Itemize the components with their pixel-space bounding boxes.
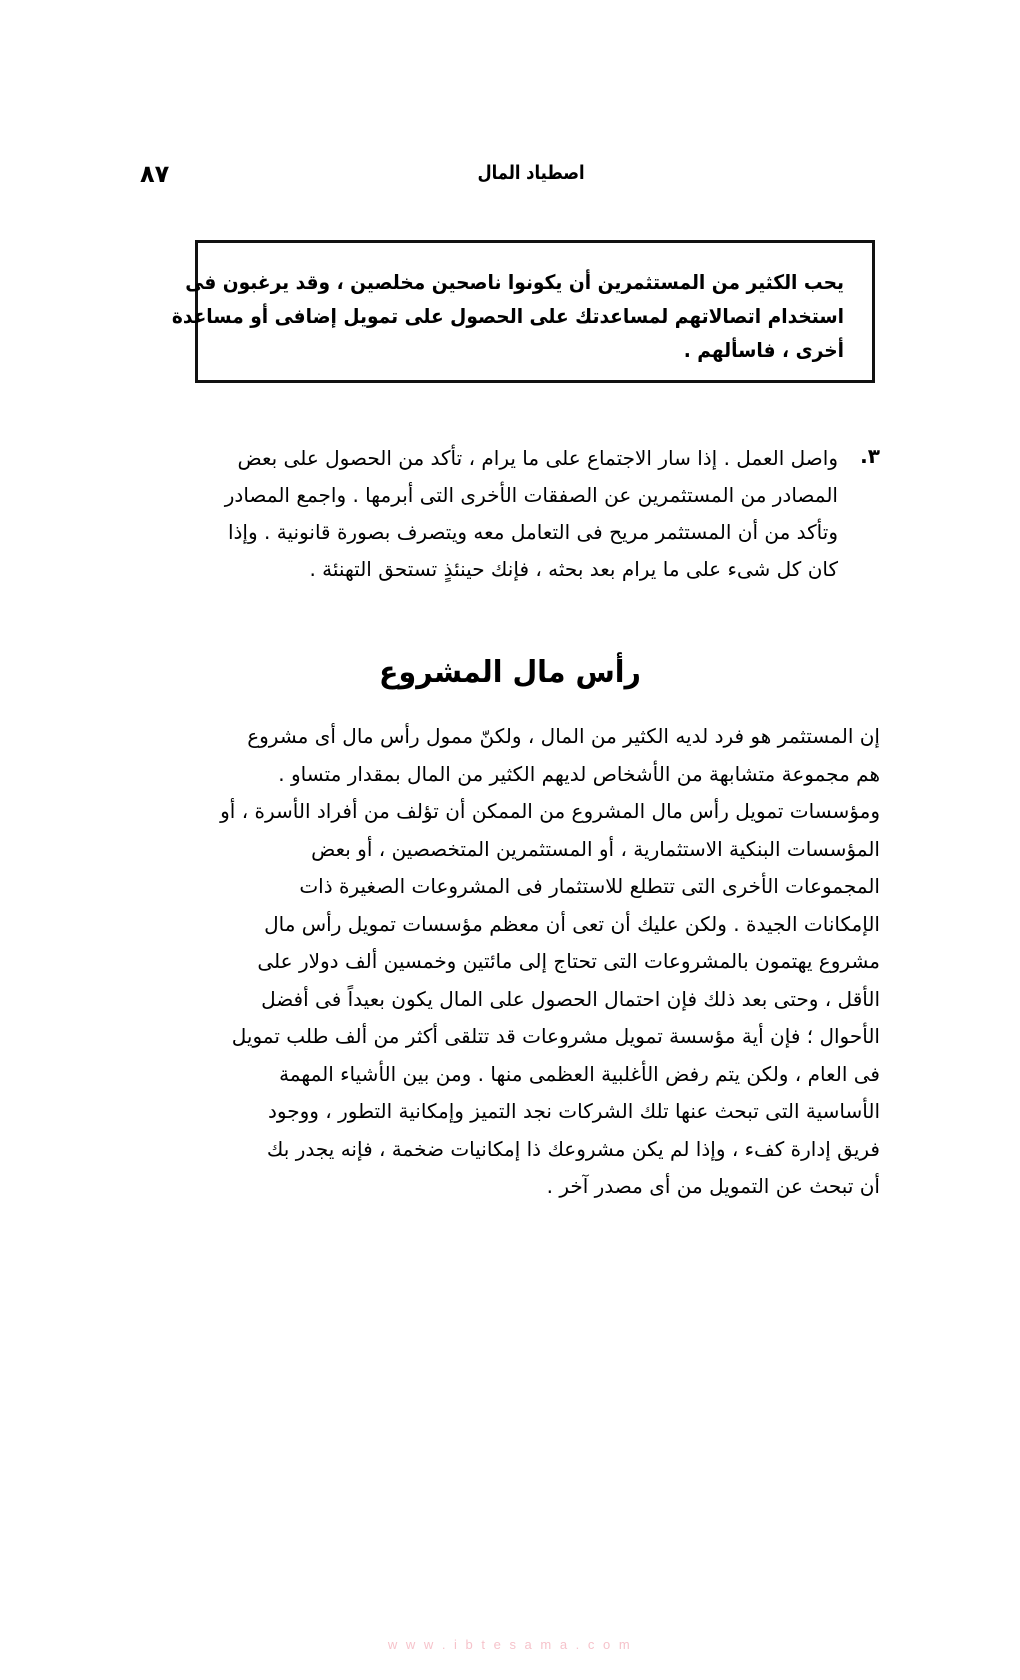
body-line: المؤسسات البنكية الاستثمارية ، أو المستثمرين المتخصصين ، أو بعض — [311, 836, 880, 861]
callout-line: أخرى ، فاسألهم . — [683, 338, 844, 362]
body-line: ومؤسسات تمويل رأس مال المشروع من الممكن أن تؤلف من أفراد الأسرة ، أو — [220, 799, 880, 823]
callout-line: يحب الكثير من المستثمرين أن يكونوا ناصحين مخلصين ، وقد يرغبون فى — [185, 270, 844, 294]
body-line: إن المستثمر هو فرد لديه الكثير من المال ، ولكنّ ممول رأس مال أى مشروع — [247, 724, 880, 748]
page-number: ٨٧ — [140, 160, 170, 188]
body-line: الأقل ، وحتى بعد ذلك فإن احتمال الحصول على المال يكون بعيداً فى أفضل — [261, 986, 880, 1011]
body-line: المجموعات الأخرى التى تتطلع للاستثمار فى المشروعات الصغيرة ذات — [299, 874, 880, 898]
running-head — [140, 162, 880, 196]
body-line: هم مجموعة متشابهة من الأشخاص لديهم الكثير من المال بمقدار متساو . — [278, 761, 880, 786]
body-line: الأساسية التى تبحث عنها تلك الشركات نجد التميز وإمكانية التطور ، ووجود — [268, 1099, 880, 1123]
body-line: مشروع يهتمون بالمشروعات التى تحتاج إلى مائتين وخمسين ألف دولار على — [257, 949, 880, 973]
numbered-list-item — [190, 440, 880, 588]
paragraph-line: كان كل شىء على ما يرام بعد بحثه ، فإنك حينئذٍ تستحق التهنئة . — [309, 557, 838, 581]
section-heading: رأس مال المشروع — [379, 655, 641, 690]
list-item-body — [190, 440, 838, 588]
list-item-marker: ٣. — [860, 444, 880, 468]
body-line: الأحوال ؛ فإن أية مؤسسة تمويل مشروعات قد تتلقى أكثر من ألف طلب تمويل — [231, 1024, 880, 1048]
body-paragraph — [190, 718, 880, 1206]
body-line: الإمكانات الجيدة . ولكن عليك أن تعى أن معظم مؤسسات تمويل رأس مال — [264, 911, 880, 936]
body-line: فى العام ، ولكن يتم رفض الأغلبية العظمى منها . ومن بين الأشياء المهمة — [279, 1061, 880, 1086]
book-title: اصطياد المال — [477, 162, 585, 184]
paragraph-line: واصل العمل . إذا سار الاجتماع على ما يرام ، تأكد من الحصول على بعض — [237, 446, 838, 470]
callout-box — [171, 240, 875, 383]
callout-line: استخدام اتصالاتهم لمساعدتك على الحصول على تمويل إضافى أو مساعدة — [171, 304, 844, 328]
body-line: أن تبحث عن التمويل من أى مصدر آخر . — [546, 1174, 880, 1198]
callout-text — [171, 243, 872, 367]
body-line: فريق إدارة كفء ، وإذا لم يكن مشروعك ذا إمكانيات ضخمة ، فإنه يجدر بك — [266, 1136, 880, 1161]
paragraph-line: وتأكد من أن المستثمر مريح فى التعامل معه ويتصرف بصورة قانونية . وإذا — [227, 520, 838, 544]
watermark-url: w w w . i b t e s a m a . c o m — [387, 1637, 633, 1652]
paragraph-line: المصادر من المستثمرين عن الصفقات الأخرى التى أبرمها . واجمع المصادر — [224, 483, 838, 507]
